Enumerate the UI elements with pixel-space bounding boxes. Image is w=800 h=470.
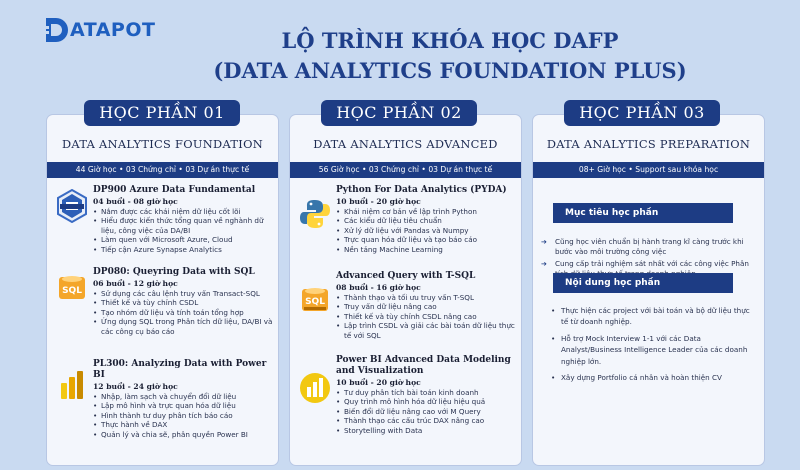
- goals-header: Mục tiêu học phần: [553, 203, 733, 223]
- list-item: • Khái niệm cơ bản về lập trình Python: [336, 207, 518, 216]
- list-item: • Các kiểu dữ liệu tiêu chuẩn: [336, 216, 518, 225]
- page-subtitle: (DATA ANALYTICS FOUNDATION PLUS): [213, 58, 687, 83]
- list-item: • Hiểu được kiến thức tổng quan về nghành dữ liệu, công việc của DA/BI: [93, 216, 275, 235]
- list-item: • Nắm được các khái niệm dữ liệu cốt lõi: [93, 207, 275, 216]
- advanced-powerbi-icon: [298, 371, 332, 405]
- list-item: • Quản lý và chia sẽ, phân quyền Power BI: [93, 430, 275, 439]
- list-item: • Thiết kế và tùy chỉnh CSDL nâng cao: [336, 312, 518, 321]
- list-item: • Nhập, làm sạch và chuyển đổi dữ liệu: [93, 392, 275, 401]
- course-title: DP080: Queyring Data with SQL: [93, 267, 255, 277]
- course-meta: 12 buổi - 24 giờ học: [93, 382, 178, 391]
- sql-database-icon: [55, 271, 89, 305]
- logo-text: ATAPOT: [70, 19, 156, 41]
- list-item: • Thực hành về DAX: [93, 420, 275, 429]
- list-item: • Tư duy phân tích bài toán kinh doanh: [336, 388, 518, 397]
- course-block: [298, 355, 518, 463]
- list-item: • Làm quen với Microsoft Azure, Cloud: [93, 235, 275, 244]
- module-title: DATA ANALYTICS PREPARATION: [546, 137, 751, 151]
- list-item: • Truy vấn dữ liệu nâng cao: [336, 302, 518, 311]
- list-item: • Quy trình mô hình hóa dữ liệu hiệu quả: [336, 397, 518, 406]
- course-title: PL300: Analyzing Data with Power BI: [93, 359, 267, 380]
- datapot-logo: [44, 16, 155, 44]
- datapot-logo-icon: [44, 16, 68, 44]
- module-tag-02: HỌC PHẦN 02: [321, 100, 477, 126]
- course-title: Python For Data Analytics (PYDA): [336, 185, 507, 195]
- list-item: • Hình thành tư duy phân tích báo cáo: [93, 411, 275, 420]
- course-title: DP900 Azure Data Fundamental: [93, 185, 256, 195]
- course-block: [55, 359, 275, 463]
- list-item: • Thực hiện các project với bài toán và bộ dữ liệu thực tế từ doanh nghiệp.: [551, 305, 755, 328]
- list-item: • Trực quan hóa dữ liệu và tạo báo cáo: [336, 235, 518, 244]
- list-item: • Hỗ trợ Mock Interview 1-1 với các Data Analyst/Business Intelligence Leader của các doanh nghiệp lớn.: [551, 333, 755, 367]
- powerbi-icon: [55, 369, 89, 403]
- list-item: • Biến đổi dữ liệu nâng cao với M Query: [336, 407, 518, 416]
- list-item: • Thành thạo và tối ưu truy vấn T-SQL: [336, 293, 518, 302]
- module-card-03: [532, 114, 765, 466]
- python-icon: [298, 197, 332, 231]
- list-item: • Storytelling with Data: [336, 426, 518, 435]
- course-meta: 10 buổi - 20 giờ học: [336, 378, 421, 387]
- module-title: DATA ANALYTICS ADVANCED: [313, 137, 498, 151]
- course-block: [55, 267, 275, 359]
- svg-text:SQL: SQL: [62, 286, 82, 296]
- course-meta: 08 buổi - 16 giờ học: [336, 283, 421, 292]
- module-tag-03: HỌC PHẦN 03: [564, 100, 720, 126]
- course-title: Power BI Advanced Data Modeling and Visualization: [336, 355, 511, 376]
- list-item: • Lập trình CSDL và giải các bài toán dữ liệu thực tế với SQL: [336, 321, 518, 340]
- course-meta: 04 buổi - 08 giờ học: [93, 197, 178, 206]
- list-item: • Tiếp cận Azure Synapse Analytics: [93, 245, 275, 254]
- list-item: • Xử lý dữ liệu với Pandas và Numpy: [336, 226, 518, 235]
- list-item: • Nền tảng Machine Learning: [336, 245, 518, 254]
- module-stats: 44 Giờ học • 03 Chứng chỉ • 03 Dự án thực tế: [47, 162, 278, 178]
- content-header: Nội dung học phần: [553, 273, 733, 293]
- list-item: ➔ Cũng học viên chuẩn bị hành trang kĩ càng trước khi bước vào môi trường công việc: [541, 237, 759, 257]
- list-item: • Lập mô hình và trực quan hóa dữ liệu: [93, 401, 275, 410]
- list-item: • Thiết kế và tùy chỉnh CSDL: [93, 298, 275, 307]
- list-item: • Xây dựng Portfolio cá nhân và hoàn thiện CV: [551, 372, 755, 383]
- list-item: • Ứng dụng SQL trong Phân tích dữ liệu, DA/BI và các công cụ báo cáo: [93, 317, 275, 336]
- azure-badge-icon: [55, 189, 89, 223]
- module-card-01: [46, 114, 279, 466]
- page-title: LỘ TRÌNH KHÓA HỌC DAFP: [281, 28, 619, 53]
- module-stats: 08+ Giờ học • Support sau khóa học: [533, 162, 764, 178]
- course-block: [298, 271, 518, 355]
- svg-text:SQL: SQL: [305, 297, 325, 307]
- list-item: • Tạo nhóm dữ liệu và tính toán tổng hợp: [93, 308, 275, 317]
- course-title: Advanced Query with T-SQL: [336, 271, 476, 281]
- advanced-sql-icon: [298, 283, 332, 317]
- course-meta: 10 buổi - 20 giờ học: [336, 197, 421, 206]
- module-title: DATA ANALYTICS FOUNDATION: [61, 137, 263, 151]
- module-tag-01: HỌC PHẦN 01: [84, 100, 240, 126]
- course-meta: 06 buổi - 12 giờ học: [93, 279, 178, 288]
- list-item: • Sử dụng các câu lệnh truy vấn Transact-SQL: [93, 289, 275, 298]
- course-block: [298, 185, 518, 269]
- course-block: [55, 185, 275, 269]
- list-item: • Thành thạo các cấu trúc DAX nâng cao: [336, 416, 518, 425]
- module-card-02: [289, 114, 522, 466]
- module-stats: 56 Giờ học • 03 Chứng chỉ • 03 Dự án thực tế: [290, 162, 521, 178]
- list-item: ➔ Cung cấp trải nghiệm sát nhất với các công việc Phân: [541, 259, 759, 279]
